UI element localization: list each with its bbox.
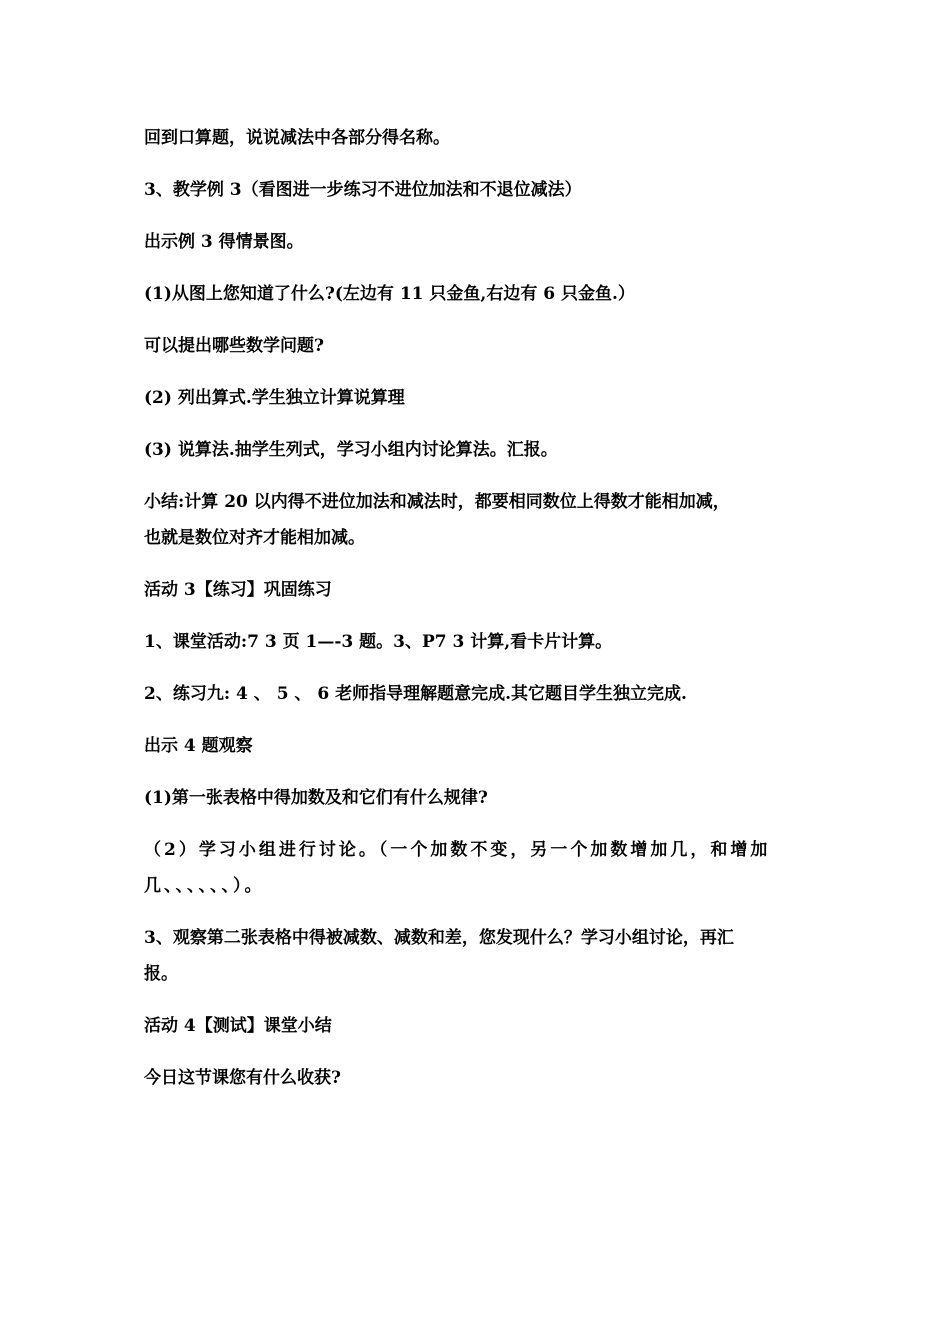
paragraph-step2: (2) 列出算式.学生独立计算说算理: [144, 388, 405, 408]
paragraph-q4-part1: (1)第一张表格中得加数及和它们有什么规律?: [144, 788, 488, 808]
paragraph-observe-table2-line2: 报。: [144, 964, 178, 984]
paragraph-review: 回到口算题，说说减法中各部分得名称。: [144, 128, 450, 148]
paragraph-q4-part2-line2: 几、、、、、、）。: [144, 876, 265, 896]
paragraph-exercise2: 2、练习九: 4 、 5 、 6 老师指导理解题意完成.其它题目学生独立完成.: [144, 684, 687, 704]
paragraph-observe-table2-line1: 3、观察第二张表格中得被减数、减数和差，您发现什么？学习小组讨论，再汇: [144, 928, 734, 948]
paragraph-show-scene: 出示例 3 得情景图。: [144, 232, 304, 252]
paragraph-exercise1: 1、课堂活动:7 3 页 1—-3 题。3、P7 3 计算,看卡片计算。: [144, 632, 613, 652]
paragraph-ask-problems: 可以提出哪些数学问题?: [144, 336, 324, 356]
paragraph-step3: (3) 说算法.抽学生列式，学习小组内讨论算法。汇报。: [144, 440, 558, 460]
heading-activity3: 活动 3【练习】巩固练习: [144, 580, 332, 600]
paragraph-closing-question: 今日这节课您有什么收获?: [144, 1068, 341, 1088]
paragraph-q4-part2-line1: （2）学习小组进行讨论。（一个加数不变，另一个加数增加几，和增加: [144, 840, 771, 860]
paragraph-summary-line2: 也就是数位对齐才能相加减。: [144, 528, 365, 548]
paragraph-example3-heading: 3、教学例 3（看图进一步练习不进位加法和不退位减法）: [144, 180, 582, 200]
heading-activity4: 活动 4【测试】课堂小结: [144, 1016, 332, 1036]
paragraph-show-q4: 出示 4 题观察: [144, 736, 253, 756]
paragraph-question1: (1)从图上您知道了什么?(左边有 11 只金鱼,右边有 6 只金鱼.）: [144, 284, 635, 304]
paragraph-summary-line1: 小结:计算 20 以内得不进位加法和减法时，都要相同数位上得数才能相加减，: [144, 492, 730, 512]
